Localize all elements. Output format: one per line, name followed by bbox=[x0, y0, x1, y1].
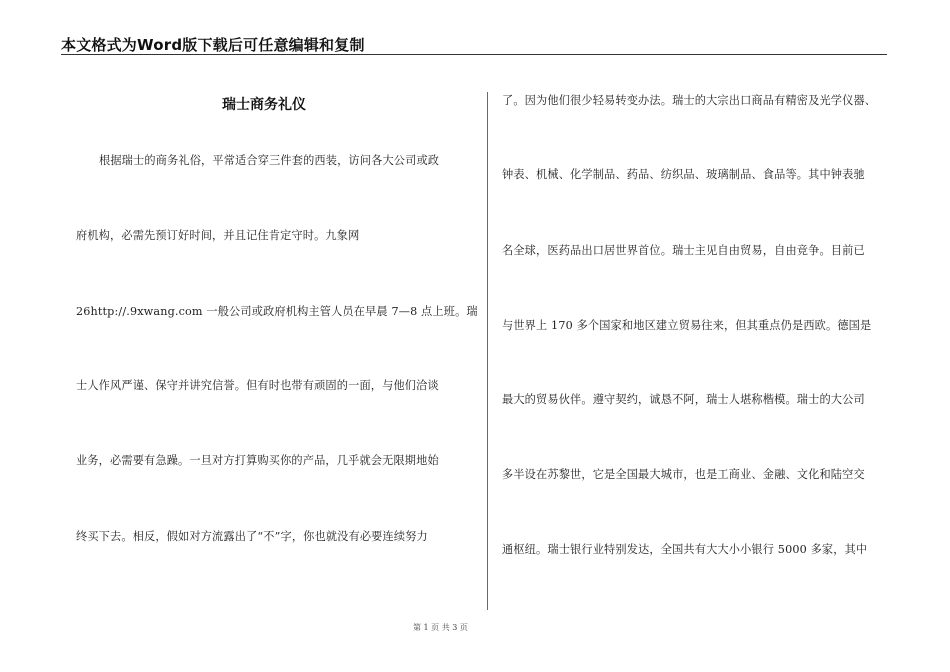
right-text-line: 了。因为他们很少轻易转变办法。瑞士的大宗出口商品有精密及光学仪器、 bbox=[502, 94, 877, 107]
left-text-line: 府机构，必需先预订好时间，并且记住肯定守时。九象网 bbox=[76, 229, 360, 242]
right-text-line: 最大的贸易伙伴。遵守契约，诚恳不阿，瑞士人堪称楷模。瑞士的大公司 bbox=[502, 393, 865, 406]
left-text-line: 终买下去。相反，假如对方流露出了“不”字，你也就没有必要连续努力 bbox=[76, 530, 428, 543]
right-text-line: 与世界上 170 多个国家和地区建立贸易往来，但其重点仍是西欧。德国是 bbox=[502, 319, 872, 332]
left-text-line: 业务，必需要有急躁。一旦对方打算购买你的产品，几乎就会无限期地始 bbox=[76, 454, 439, 467]
banner-divider bbox=[61, 54, 887, 55]
document-title: 瑞士商务礼仪 bbox=[222, 97, 306, 113]
right-text-line: 名全球，医药品出口居世界首位。瑞士主见自由贸易，自由竞争。目前已 bbox=[502, 244, 865, 257]
download-banner: 本文格式为Word版下载后可任意编辑和复制 bbox=[61, 36, 365, 54]
column-divider bbox=[487, 92, 488, 610]
left-text-line: 士人作风严谨、保守并讲究信誉。但有时也带有顽固的一面，与他们洽谈 bbox=[76, 379, 439, 392]
left-text-line: 26http://.9xwang.com 一般公司或政府机构主管人员在早晨 7—8 点上班。瑞 bbox=[76, 305, 478, 318]
right-text-line: 多半设在苏黎世，它是全国最大城市，也是工商业、金融、文化和陆空交 bbox=[502, 468, 865, 481]
page-number-footer: 第 1 页 共 3 页 bbox=[413, 623, 468, 632]
left-text-line: 根据瑞士的商务礼俗，平常适合穿三件套的西装，访问各大公司或政 bbox=[99, 154, 440, 167]
right-text-line: 通枢纽。瑞士银行业特别发达，全国共有大大小小银行 5000 多家，其中 bbox=[502, 543, 868, 556]
right-text-line: 钟表、机械、化学制品、药品、纺织品、玻璃制品、食品等。其中钟表驰 bbox=[502, 168, 865, 181]
